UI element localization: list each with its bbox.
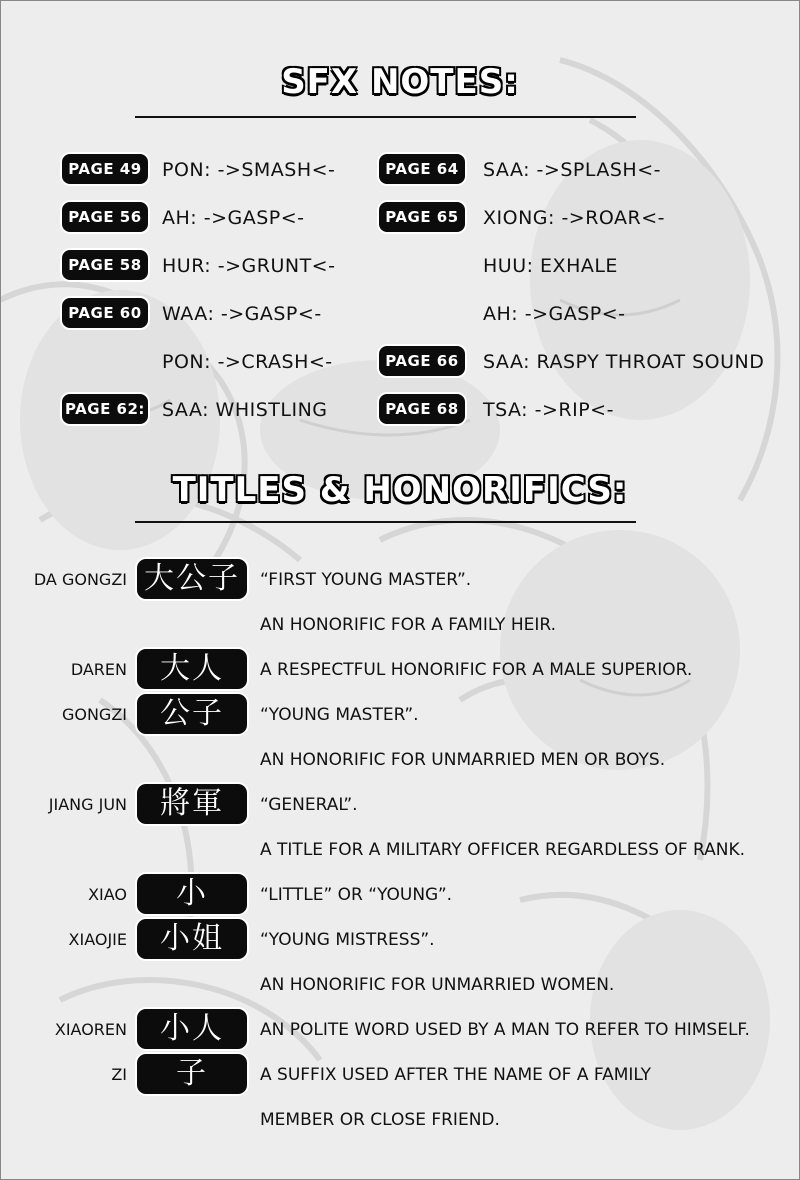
page-tag: PAGE 58	[62, 250, 148, 280]
honorific-definition: AN HONORIFIC FOR UNMARRIED MEN OR BOYS.	[260, 750, 666, 770]
honorific-definition: “YOUNG MASTER”.	[260, 705, 419, 725]
honorific-kanji: 子	[137, 1054, 247, 1094]
honorific-kanji: 小	[137, 874, 247, 914]
page-tag: PAGE 56	[62, 202, 148, 232]
honorific-row	[0, 558, 800, 602]
honorific-term: XIAO	[88, 885, 127, 904]
honorific-definition: “LITTLE” OR “YOUNG”.	[260, 885, 453, 905]
sfx-text: AH: ->GASP<-	[483, 303, 626, 325]
honorific-row	[0, 693, 800, 737]
sfx-text: HUU: EXHALE	[483, 255, 618, 277]
titles-heading-rule	[135, 521, 636, 523]
page-tag: PAGE 60	[62, 298, 148, 328]
honorific-kanji: 大公子	[137, 559, 247, 599]
honorific-definition: MEMBER OR CLOSE FRIEND.	[260, 1110, 500, 1130]
honorific-kanji: 公子	[137, 694, 247, 734]
page-tag: PAGE 49	[62, 154, 148, 184]
honorific-definition: AN HONORIFIC FOR UNMARRIED WOMEN.	[260, 975, 615, 995]
titles-honorifics-heading: TITLES & HONORIFICS:	[172, 470, 628, 510]
honorific-kanji: 小人	[137, 1009, 247, 1049]
page-tag: PAGE 66	[379, 346, 465, 376]
honorific-definition: A RESPECTFUL HONORIFIC FOR A MALE SUPERIOR.	[260, 660, 693, 680]
honorific-term: DA GONGZI	[33, 570, 127, 589]
page-tag: PAGE 62:	[62, 394, 148, 424]
sfx-text: SAA: ->SPLASH<-	[483, 159, 661, 181]
page-tag: PAGE 65	[379, 202, 465, 232]
honorific-kanji: 大人	[137, 649, 247, 689]
honorific-term: GONGZI	[61, 705, 127, 724]
honorific-definition: “FIRST YOUNG MASTER”.	[260, 570, 472, 590]
sfx-notes-heading: SFX NOTES:	[281, 62, 519, 102]
honorific-row	[0, 918, 800, 962]
honorific-term: DAREN	[70, 660, 127, 679]
sfx-text: AH: ->GASP<-	[162, 207, 305, 229]
honorific-definition: AN POLITE WORD USED BY A MAN TO REFER TO HIMSELF.	[260, 1020, 750, 1040]
honorific-row	[0, 648, 800, 692]
honorific-kanji: 將軍	[137, 784, 247, 824]
honorific-definition: A TITLE FOR A MILITARY OFFICER REGARDLESS OF RANK.	[260, 840, 746, 860]
honorific-kanji: 小姐	[137, 919, 247, 959]
honorific-term: ZI	[111, 1065, 127, 1084]
sfx-text: SAA: RASPY THROAT SOUND	[483, 351, 765, 373]
honorific-row	[0, 783, 800, 827]
sfx-text: XIONG: ->ROAR<-	[483, 207, 666, 229]
sfx-text: PON: ->CRASH<-	[162, 351, 333, 373]
page-tag: PAGE 68	[379, 394, 465, 424]
sfx-text: PON: ->SMASH<-	[162, 159, 336, 181]
honorific-row	[0, 828, 800, 872]
honorific-term: XIAOJIE	[68, 930, 127, 949]
sfx-text: WAA: ->GASP<-	[162, 303, 322, 325]
honorific-row	[0, 963, 800, 1007]
sfx-text: HUR: ->GRUNT<-	[162, 255, 336, 277]
honorific-definition: AN HONORIFIC FOR A FAMILY HEIR.	[260, 615, 556, 635]
sfx-text: SAA: WHISTLING	[162, 399, 328, 421]
sfx-heading-rule	[135, 116, 636, 118]
honorific-row	[0, 873, 800, 917]
page-tag: PAGE 64	[379, 154, 465, 184]
honorific-definition: “YOUNG MISTRESS”.	[260, 930, 435, 950]
honorific-row	[0, 738, 800, 782]
honorific-row	[0, 603, 800, 647]
honorific-definition: “GENERAL”.	[260, 795, 358, 815]
honorific-row	[0, 1008, 800, 1052]
honorific-term: XIAOREN	[54, 1020, 127, 1039]
sfx-text: TSA: ->RIP<-	[483, 399, 614, 421]
honorific-definition: A SUFFIX USED AFTER THE NAME OF A FAMILY	[260, 1065, 651, 1085]
honorific-row	[0, 1098, 800, 1142]
honorific-term: JIANG JUN	[48, 795, 127, 814]
honorific-row	[0, 1053, 800, 1097]
